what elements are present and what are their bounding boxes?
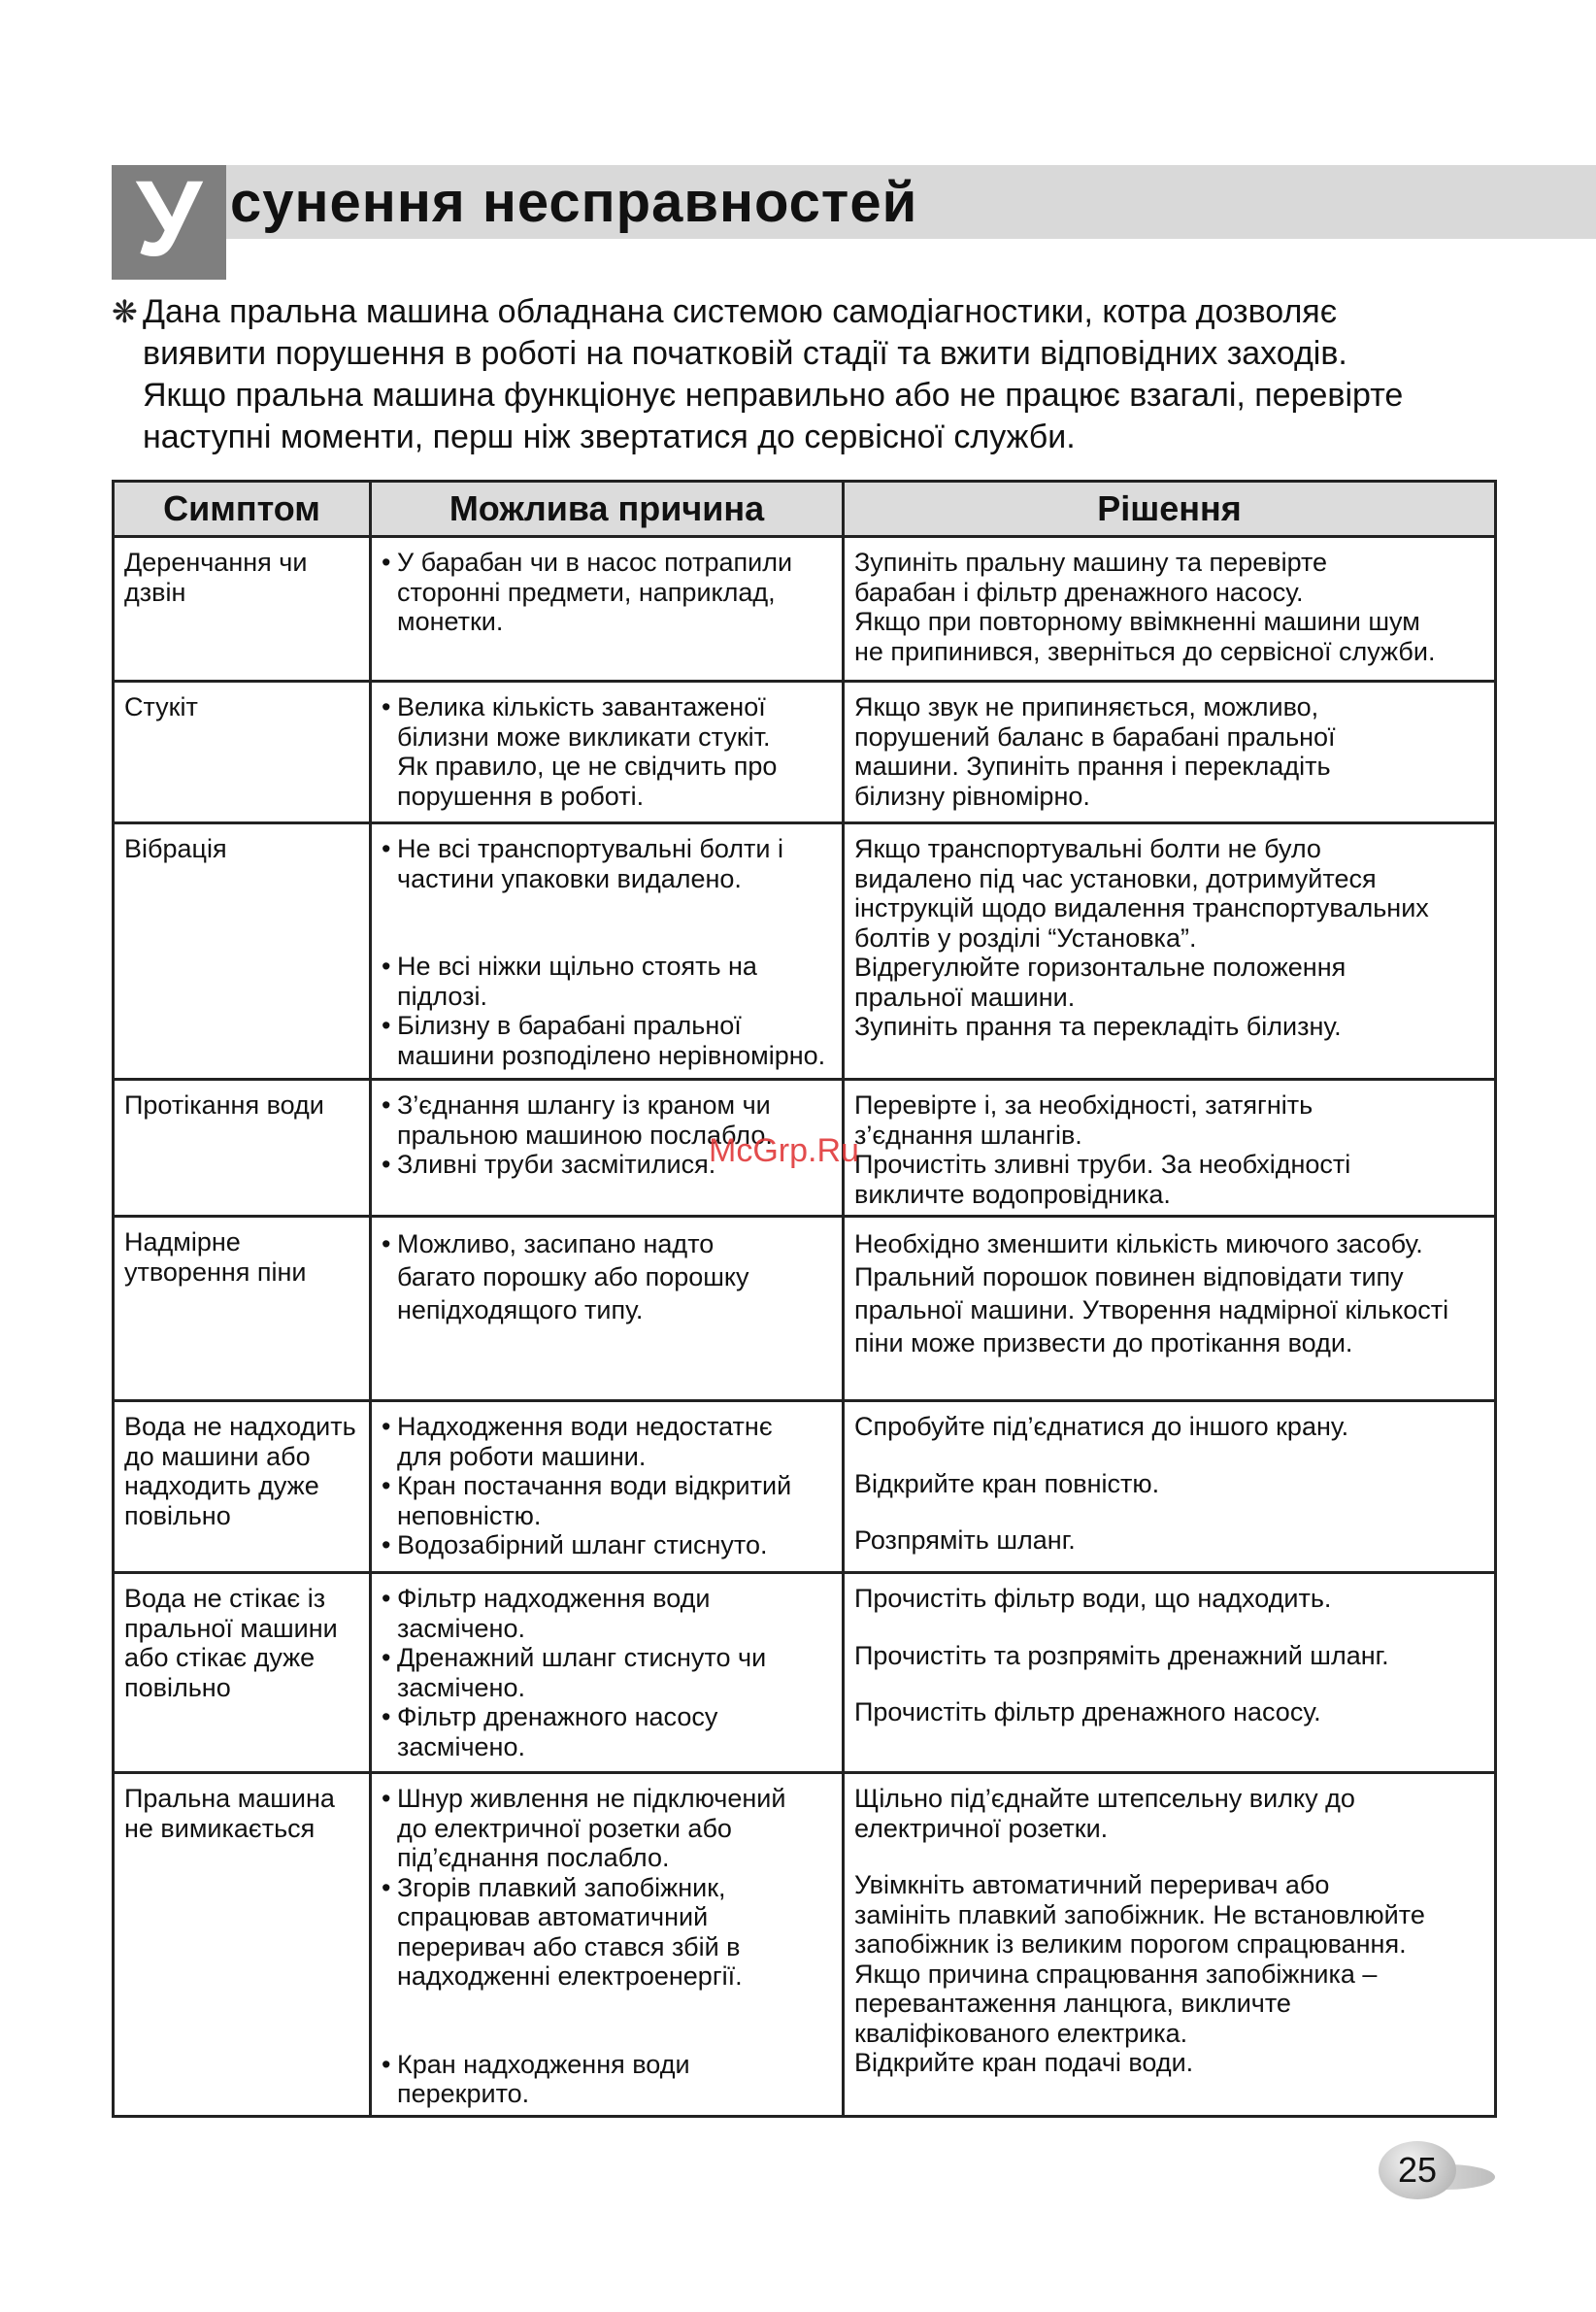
symptom-cell — [114, 1401, 371, 1573]
table-row — [114, 823, 1496, 1080]
cause-item: • Кран постачання води відкритий неповністю. — [382, 1471, 834, 1530]
solution-item: Прочистіть фільтр дренажного насосу. — [854, 1697, 1321, 1726]
spacer — [854, 1498, 1486, 1525]
spacer — [382, 1992, 834, 2050]
cause-item: • Дренажний шланг стиснуто чи засмічено. — [382, 1643, 834, 1702]
spacer — [854, 1670, 1486, 1697]
table-row — [114, 1401, 1496, 1573]
table-row — [114, 537, 1496, 682]
page-title: сунення несправностей — [230, 170, 918, 234]
symptom-text: Вода не стікає із пральної машини або стікає дуже повільно — [124, 1584, 338, 1702]
solution-cell — [844, 1080, 1496, 1217]
solution-cell — [844, 1401, 1496, 1573]
page-number-badge — [1379, 2141, 1495, 2199]
cause-cell — [371, 537, 844, 682]
title-initial-box — [112, 159, 226, 280]
solution-cell — [844, 1573, 1496, 1773]
solution-item: Увімкніть автоматичний переривач або замініть плавкий запобіжник. Не встановлюйте запобіжник із великим порогом спрацювання. Якщо причина спрацювання запобіжника – перевантаження ланцюга, викличте кваліфікованого електрика. — [854, 1870, 1425, 2048]
column-header-symptom: Симптом — [114, 482, 371, 537]
symptom-cell — [114, 1080, 371, 1217]
cause-item: • Білизну в барабані пральної машини розподілено нерівномірно. — [382, 1011, 834, 1070]
troubleshooting-table — [112, 480, 1497, 2118]
cause-cell — [371, 682, 844, 823]
asterisk-bullet-icon: ❋ — [112, 294, 138, 329]
cause-item: • Не всі транспортувальні болти і частини упаковки видалено. — [382, 834, 834, 893]
section-title-banner — [112, 159, 1490, 280]
solution-item: Необхідно зменшити кількість миючого засобу. Пральний порошок повинен відповідати типу пральної машини. Утворення надмірної кількості піни може призвести до протікання води. — [854, 1229, 1449, 1357]
table-row — [114, 682, 1496, 823]
intro-line — [112, 291, 1510, 333]
solution-cell — [844, 823, 1496, 1080]
cause-cell — [371, 1773, 844, 2117]
cause-cell — [371, 1573, 844, 1773]
symptom-cell — [114, 537, 371, 682]
cause-item: • Можливо, засипано надто багато порошку або порошку непідходящого типу. — [382, 1227, 834, 1326]
solution-item: Якщо звук не припиняється, можливо, порушений баланс в барабані пральної машини. Зупиніть прання і перекладіть білизну рівномірно. — [854, 692, 1336, 811]
solution-item: Прочистіть та розпряміть дренажний шланг. — [854, 1640, 1389, 1670]
cause-item: • У барабан чи в насос потрапили сторонні предмети, наприклад, монетки. — [382, 548, 834, 637]
symptom-text: Вода не надходить до машини або надходить дуже повільно — [124, 1412, 356, 1530]
symptom-cell — [114, 1573, 371, 1773]
solution-item: Розпряміть шланг. — [854, 1525, 1076, 1555]
solution-item: Відкрийте кран подачі води. — [854, 2048, 1194, 2077]
cause-item: • Надходження води недостатнє для роботи машини. — [382, 1412, 834, 1471]
cause-item: • Згорів плавкий запобіжник, спрацював автоматичний переривач або стався збій в надходженні електроенергії. — [382, 1873, 834, 1992]
watermark-text: McGrp.Ru — [709, 1132, 859, 1169]
cause-item: • Кран надходження води перекрито. — [382, 2050, 834, 2109]
symptom-text: Пральна машина не вимикається — [124, 1784, 335, 1843]
symptom-text: Вібрація — [124, 834, 227, 863]
table-row — [114, 1217, 1496, 1401]
symptom-cell — [114, 1217, 371, 1401]
spacer — [854, 1843, 1486, 1870]
cause-cell — [371, 1217, 844, 1401]
solution-item: Відкрийте кран повністю. — [854, 1468, 1160, 1498]
spacer — [382, 893, 834, 952]
symptom-cell — [114, 823, 371, 1080]
solution-item: Зупиніть прання та перекладіть білизну. — [854, 1012, 1342, 1041]
column-header-solution: Рішення — [844, 482, 1496, 537]
page-number: 25 — [1379, 2141, 1456, 2199]
cause-item: • Шнур живлення не підключений до електричної розетки або під’єднання послабло. — [382, 1784, 834, 1873]
symptom-text: Стукіт — [124, 692, 198, 721]
title-strip — [226, 165, 1596, 239]
solution-item: Прочистіть фільтр води, що надходить. — [854, 1584, 1332, 1613]
symptom-text: Надмірне утворення піни — [124, 1227, 307, 1287]
cause-item: • Не всі ніжки щільно стоять на підлозі. — [382, 952, 834, 1011]
cause-item: • Зливні труби засмітилися. — [382, 1150, 834, 1180]
solution-item: Зупиніть пральну машину та перевірте барабан і фільтр дренажного насосу. Якщо при повторному ввімкненні машини шум не припинився, зверніться до сервісної служби. — [854, 548, 1436, 666]
spacer — [854, 1442, 1486, 1469]
cause-item: • З’єднання шлангу із краном чи пральною машиною послабло. — [382, 1090, 834, 1150]
solution-item: Відрегулюйте горизонтальне положення пральної машини. — [854, 953, 1347, 1012]
symptom-text: Протікання води — [124, 1090, 324, 1120]
symptom-cell — [114, 1773, 371, 2117]
title-initial-letter: У — [135, 159, 203, 279]
cause-cell — [371, 1401, 844, 1573]
intro-line-text: Дана пральна машина обладнана системою самодіагностики, котра дозволяє — [143, 293, 1338, 330]
cause-item: • Фільтр дренажного насосу засмічено. — [382, 1702, 834, 1761]
symptom-text: Деренчання чи дзвін — [124, 548, 308, 607]
intro-line: Якщо пральна машина функціонує неправильно або не працює взагалі, перевірте — [143, 377, 1404, 414]
solution-cell — [844, 1217, 1496, 1401]
solution-cell — [844, 682, 1496, 823]
solution-item: Спробуйте під’єднатися до іншого крану. — [854, 1412, 1349, 1441]
table-row — [114, 1573, 1496, 1773]
table-row — [114, 1773, 1496, 2117]
solution-item: Прочистіть зливні труби. За необхідності викличте водопровідника. — [854, 1150, 1351, 1209]
solution-item: Якщо транспортувальні болти не було видалено під час установки, дотримуйтеся інструкцій щодо видалення транспортувальних болтів у розділі “Установка”. — [854, 834, 1429, 953]
table-header-row — [114, 482, 1496, 537]
column-header-cause: Можлива причина — [371, 482, 844, 537]
cause-cell — [371, 823, 844, 1080]
solution-item: Перевірте і, за необхідності, затягніть з’єднання шлангів. — [854, 1090, 1313, 1150]
intro-line: виявити порушення в роботі на початковій стадії та вжити відповідних заходів. — [143, 335, 1347, 372]
intro-paragraph — [112, 291, 1510, 458]
symptom-cell — [114, 682, 371, 823]
spacer — [854, 1614, 1486, 1641]
cause-item: • Велика кількість завантаженої білизни може викликати стукіт. Як правило, це не свідчить про порушення в роботі. — [382, 692, 834, 811]
solution-cell — [844, 537, 1496, 682]
solution-cell — [844, 1773, 1496, 2117]
cause-item: • Водозабірний шланг стиснуто. — [382, 1530, 834, 1560]
solution-item: Щільно під’єднайте штепсельну вилку до електричної розетки. — [854, 1784, 1355, 1843]
cause-item: • Фільтр надходження води засмічено. — [382, 1584, 834, 1643]
intro-line: наступні моменти, перш ніж звертатися до сервісної служби. — [143, 419, 1076, 455]
